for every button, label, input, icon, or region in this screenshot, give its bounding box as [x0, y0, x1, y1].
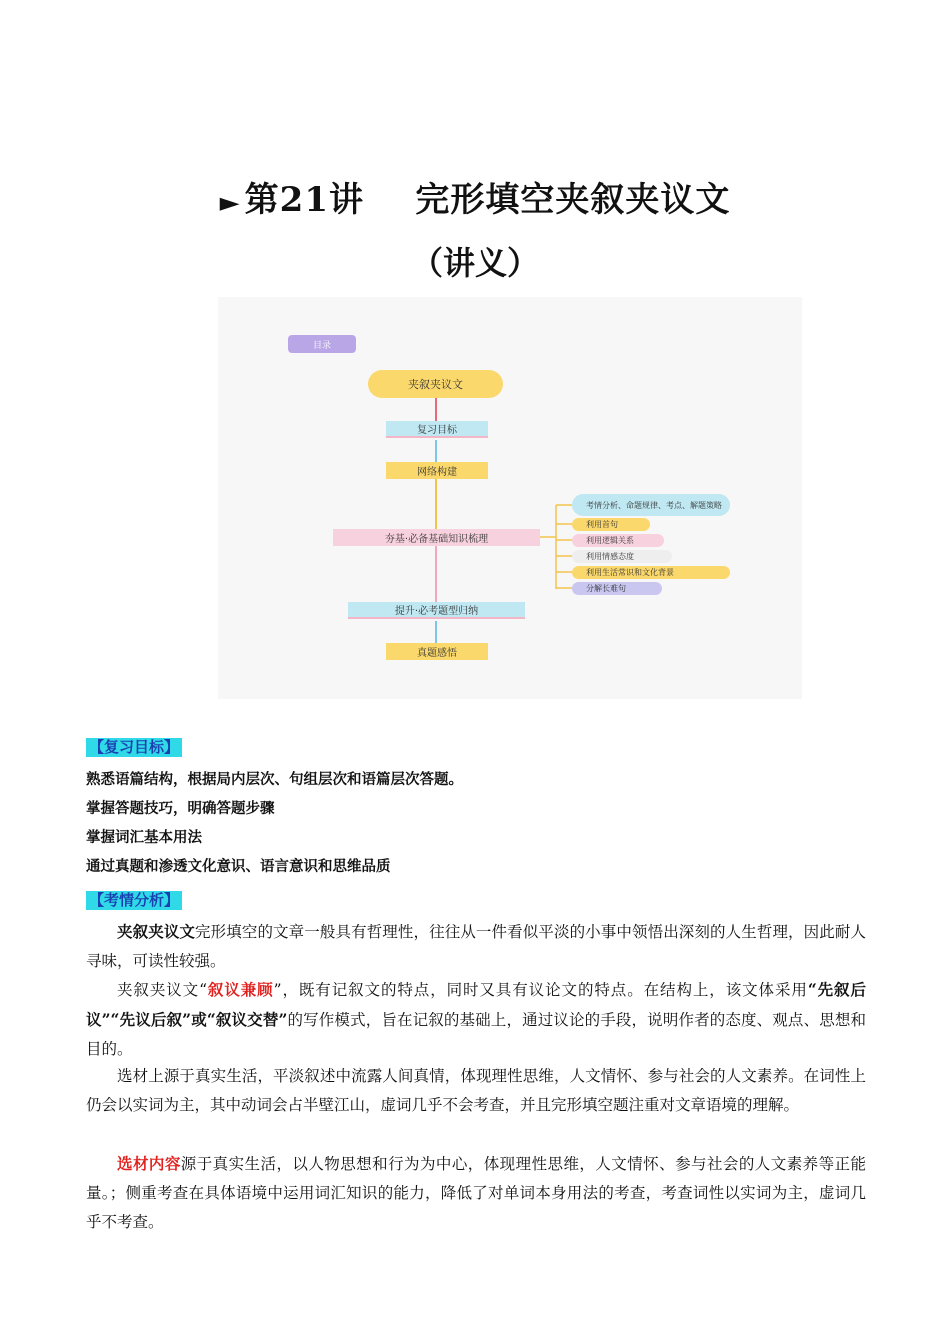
review-goal-item: 掌握词汇基本用法: [86, 830, 202, 846]
review-goal-item: 掌握答题技巧，明确答题步骤: [86, 801, 275, 817]
paragraph-text: ”，既有记叙文的特点，同时又具有议论文的特点。在结构上，该文体采用: [273, 981, 808, 999]
review-goal-item: 熟悉语篇结构，根据局内层次、句组层次和语篇层次答题。: [86, 772, 463, 788]
mindmap: [218, 297, 802, 699]
mindmap-node: 提升·必考题型归纳: [348, 602, 525, 619]
mindmap-node: 真题感悟: [386, 643, 488, 660]
paragraph-text: 的写作模式，旨在记叙的基础上，通过议论的手段，说明作者的态度、观点、思想和目的。: [86, 1011, 866, 1058]
mindmap-node: 网络构建: [386, 462, 488, 479]
review-goals-heading: 【复习目标】: [86, 738, 182, 757]
review-goal-item: 通过真题和渗透文化意识、语言意识和思维品质: [86, 859, 391, 875]
analysis-paragraph: [86, 1149, 866, 1237]
lecture-title: [0, 172, 950, 221]
paragraph-text: 夹叙夹议文“: [117, 981, 208, 999]
mindmap-leaf: 考情分析、命题规律、考点、解题策略: [572, 494, 730, 516]
genre-term: 夹叙夹议文: [117, 922, 196, 941]
paragraph-text: 源于真实生活，以人物思想和行为为中心，体现理性思维，人文情怀、参与社会的人文素养等正能量。；侧重考查在具体语境中运用词汇知识的能力，降低了对单词本身用法的考查，考查词性以实词为主，虚词几乎不考查。: [86, 1155, 866, 1231]
analysis-heading: 【考情分析】: [86, 891, 182, 910]
mindmap-leaf: 分解长难句: [572, 582, 662, 595]
analysis-paragraph: [86, 917, 866, 976]
highlight-term: 叙议兼顾: [207, 980, 274, 999]
structure-patterns: “先叙后议”“先议后叙”或“叙议交替”: [86, 980, 866, 1029]
paragraph-text: 完形填空的文章一般具有哲理性，往往从一件看似平淡的小事中领悟出深刻的人生哲理，因此耐人寻味，可读性较强。: [86, 923, 866, 970]
lecture-subtitle: （讲义）: [410, 244, 539, 282]
mindmap-root: 夹叙夹议文: [368, 370, 503, 398]
mindmap-tag: 目录: [288, 335, 356, 353]
highlight-term: 选材内容: [117, 1154, 181, 1173]
mindmap-leaf: 利用逻辑关系: [572, 534, 664, 547]
lecture-number: 第21讲: [244, 180, 364, 220]
mindmap-leaf: 利用首句: [572, 518, 650, 531]
mindmap-leaf: 利用生活常识和文化背景: [572, 566, 730, 579]
lecture-topic: 完形填空夹叙夹议文: [415, 180, 731, 220]
mindmap-node: 夯基·必备基础知识梳理: [333, 529, 540, 546]
triangle-marker-icon: ►: [219, 188, 241, 218]
analysis-paragraph: [86, 975, 866, 1064]
mindmap-leaf: 利用情感态度: [572, 550, 672, 563]
analysis-paragraph: 选材上源于真实生活，平淡叙述中流露人间真情，体现理性思维，人文情怀、参与社会的人文素养。在词性上仍会以实词为主，其中动词会占半壁江山，虚词几乎不会考查，并且完形填空题注重对文章语境的理解。: [86, 1067, 866, 1114]
mindmap-node: 复习目标: [386, 421, 488, 438]
